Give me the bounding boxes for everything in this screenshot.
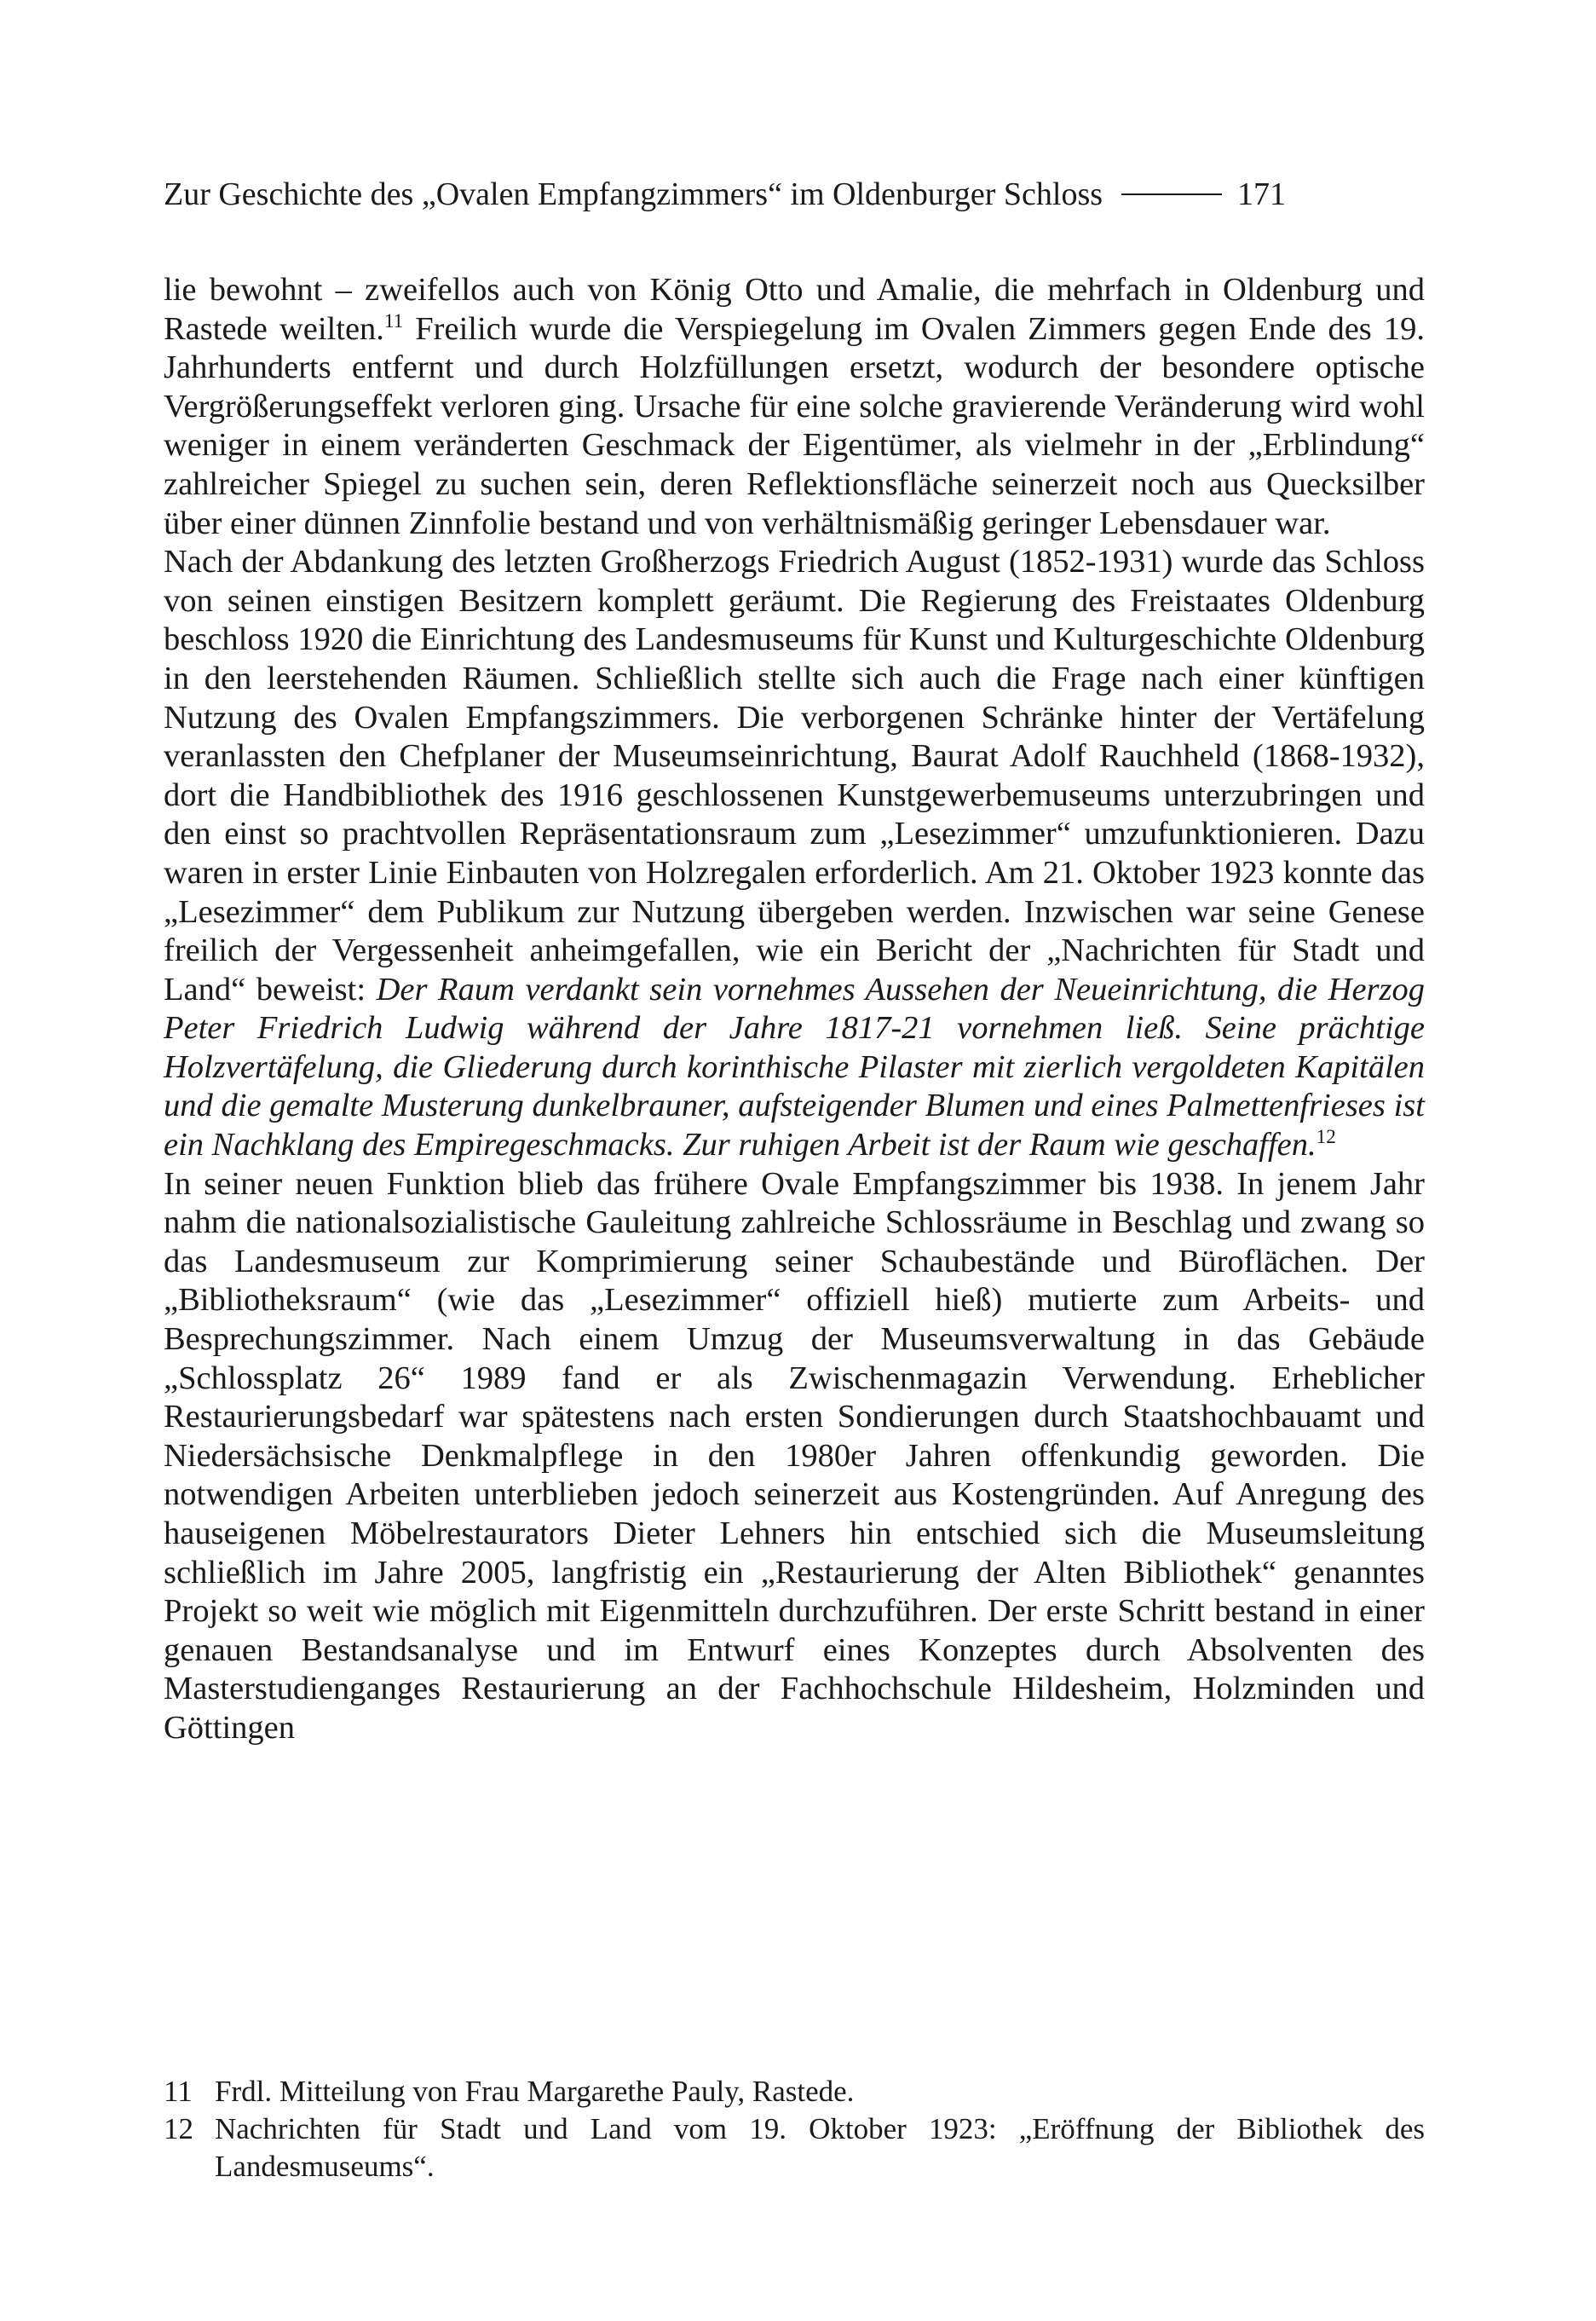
footnote-11: [164, 2073, 1425, 2110]
footnote-ref-11: 11: [383, 309, 404, 332]
footnote-number: 12: [164, 2112, 193, 2145]
header-rule: [1121, 193, 1222, 195]
footnote-ref-12: 12: [1316, 1125, 1336, 1148]
paragraph-1-text-a: lie bewohnt – zweifellos auch von König Otto und Amalie, die mehrfach in Oldenburg und Rastede weilten.: [164, 272, 1425, 347]
paragraph-2: [164, 543, 1425, 1165]
paragraph-3-text: In seiner neuen Funktion blieb das frühere Ovale Empfangszimmer bis 1938. In jenem Jahr nahm die nationalsozialistische Gauleitung zahlreiche Schlossräume in Beschlag und zwang so das Landesmuseum zur Komprimierung seiner Schaubestände und Büroflächen. Der „Bibliotheksraum“ (wie das „Lesezimmer“ offiziell hieß) mutierte zum Arbeits- und Besprechungszimmer. Nach einem Umzug der Museumsverwaltung in das Gebäude „Schlossplatz 26“ 1989 fand er als Zwischenmagazin Verwendung. Erheblicher Restaurierungsbedarf war spätestens nach ersten Sondierungen durch Staatshochbauamt und Niedersächsische Denkmalpflege in den 1980er Jahren offenkundig geworden. Die notwendigen Arbeiten unterblieben jedoch seinerzeit aus Kostengründen. Auf Anregung des hauseigenen Möbelrestaurators Dieter Lehners hin entschied sich die Museumsleitung schließlich im Jahre 2005, langfristig ein „Restaurierung der Alten Bibliothek“ genanntes Projekt so weit wie möglich mit Eigenmitteln durchzuführen. Der erste Schritt bestand in einer genauen Bestandsanalyse und im Entwurf eines Konzeptes durch Absolventen des Masterstudienganges Restaurierung an der Fachhochschule Hildesheim, Holzminden und Göttingen: [164, 1165, 1425, 1746]
footnote-12: [164, 2110, 1425, 2185]
paragraph-1-text-b: Freilich wurde die Verspiegelung im Ovalen Zimmers gegen Ende des 19. Jahrhunderts entfernt und durch Holzfüllungen ersetzt, wodurch der besondere optische Vergrößerungseffekt verloren ging. Ursache für eine solche gravierende Veränderung wird wohl weniger in einem veränderten Geschmack der Eigentümer, als vielmehr in der „Erblindung“ zahlreicher Spiegel zu suchen sein, deren Reflektionsfläche seinerzeit noch aus Quecksilber über einer dünnen Zinnfolie bestand und von verhältnismäßig geringer Lebensdauer war.: [164, 310, 1426, 541]
newspaper-quote: Der Raum verdankt sein vornehmes Aussehen der Neueinrichtung, die Herzog Peter Friedrich Ludwig während der Jahre 1817-21 vornehmen ließ. Seine prächtige Holzvertäfelung, die Gliederung durch korinthische Pilaster mit zierlich vergoldeten Kapitälen und die gemalte Musterung dunkelbrauner, aufsteigender Blumen und eines Palmettenfrieses ist ein Nachklang des Empiregeschmacks. Zur ruhigen Arbeit ist der Raum wie geschaffen.: [164, 971, 1426, 1163]
footnote-text: Frdl. Mitteilung von Frau Margarethe Pauly, Rastede.: [215, 2075, 855, 2108]
paragraph-1: [164, 271, 1425, 543]
running-header: [164, 169, 1425, 220]
footnote-number: 11: [164, 2075, 193, 2108]
paragraph-3: [164, 1165, 1425, 1748]
paragraph-2-text: Nach der Abdankung des letzten Großherzogs Friedrich August (1852-1931) wurde das Schloss von seinen einstigen Besitzern komplett geräumt. Die Regierung des Freistaates Oldenburg beschloss 1920 die Einrichtung des Landesmuseums für Kunst und Kulturgeschichte Oldenburg in den leerstehenden Räumen. Schließlich stellte sich auch die Frage nach einer künftigen Nutzung des Ovalen Empfangszimmers. Die verborgenen Schränke hinter der Vertäfelung veranlassten den Chefplaner der Museumseinrichtung, Baurat Adolf Rauchheld (1868-1932), dort die Handbibliothek des 1916 geschlossenen Kunstgewerbemuseums unterzubringen und den einst so prachtvollen Repräsentationsraum zum „Lesezimmer“ umzufunktionieren. Dazu waren in erster Linie Einbauten von Holzregalen erforderlich. Am 21. Oktober 1923 konnte das „Lesezimmer“ dem Publikum zur Nutzung übergeben werden. Inzwischen war seine Genese freilich der Vergessenheit anheimgefallen, wie ein Bericht der „Nachrichten für Stadt und Land“ beweist:: [164, 544, 1425, 1007]
running-title: Zur Geschichte des „Ovalen Empfangzimmers“ im Oldenburger Schloss: [164, 176, 1103, 212]
footnote-text: Nachrichten für Stadt und Land vom 19. Oktober 1923: „Eröffnung der Bibliothek des Landesmuseums“.: [215, 2112, 1425, 2183]
body-text: [164, 271, 1425, 1748]
page-number: 171: [1237, 176, 1287, 212]
footnotes: [164, 2073, 1425, 2185]
